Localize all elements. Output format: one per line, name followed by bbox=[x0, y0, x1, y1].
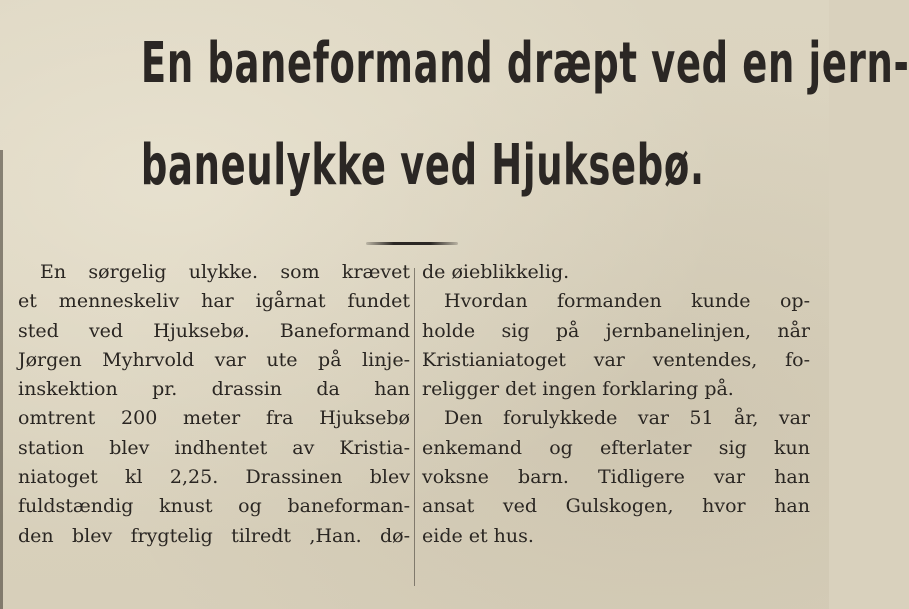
text-line: sted ved Hjuksebø. Baneformand bbox=[18, 319, 410, 342]
text-line: omtrent 200 meter fra Hjuksebø bbox=[18, 407, 410, 430]
headline-line-1: En baneformand dræpt ved en jern- bbox=[140, 31, 909, 96]
text-line: den blev frygtelig tilredt ,Han. dø- bbox=[18, 524, 410, 547]
text-line: holde sig på jernbanelinjen, når bbox=[422, 319, 810, 342]
text-line: de øieblikkelig. bbox=[422, 261, 570, 283]
text-line: station blev indhentet av Kristia- bbox=[18, 436, 410, 459]
text-line: eide et hus. bbox=[422, 524, 534, 547]
text-line: inskektion pr. drassin da han bbox=[18, 378, 410, 401]
text-line: Den forulykkede var 51 år, var bbox=[444, 407, 810, 430]
text-line: fuldstændig knust og baneforman- bbox=[18, 495, 410, 518]
article-column-right bbox=[422, 258, 810, 551]
article-column-left bbox=[18, 258, 410, 551]
text-line: Jørgen Myhrvold var ute på linje- bbox=[18, 348, 410, 371]
text-line: voksne barn. Tidligere var han bbox=[422, 466, 810, 489]
text-line: religger det ingen forklaring på. bbox=[422, 378, 734, 401]
text-line: niatoget kl 2,25. Drassinen blev bbox=[18, 466, 410, 489]
text-line: et menneskeliv har igårnat fundet bbox=[18, 290, 410, 313]
column-divider bbox=[414, 268, 415, 586]
text-line: enkemand og efterlater sig kun bbox=[422, 436, 810, 459]
text-line: ansat ved Gulskogen, hvor han bbox=[422, 495, 810, 518]
text-line: Hvordan formanden kunde op- bbox=[444, 290, 810, 313]
headline-line-2: baneulykke ved Hjuksebø. bbox=[140, 133, 705, 198]
headline-divider-rule bbox=[366, 242, 458, 245]
text-line: En sørgelig ulykke. som krævet bbox=[40, 261, 410, 283]
clipping-left-edge bbox=[0, 150, 3, 609]
text-line: Kristianiatoget var ventendes, fo- bbox=[422, 348, 810, 371]
